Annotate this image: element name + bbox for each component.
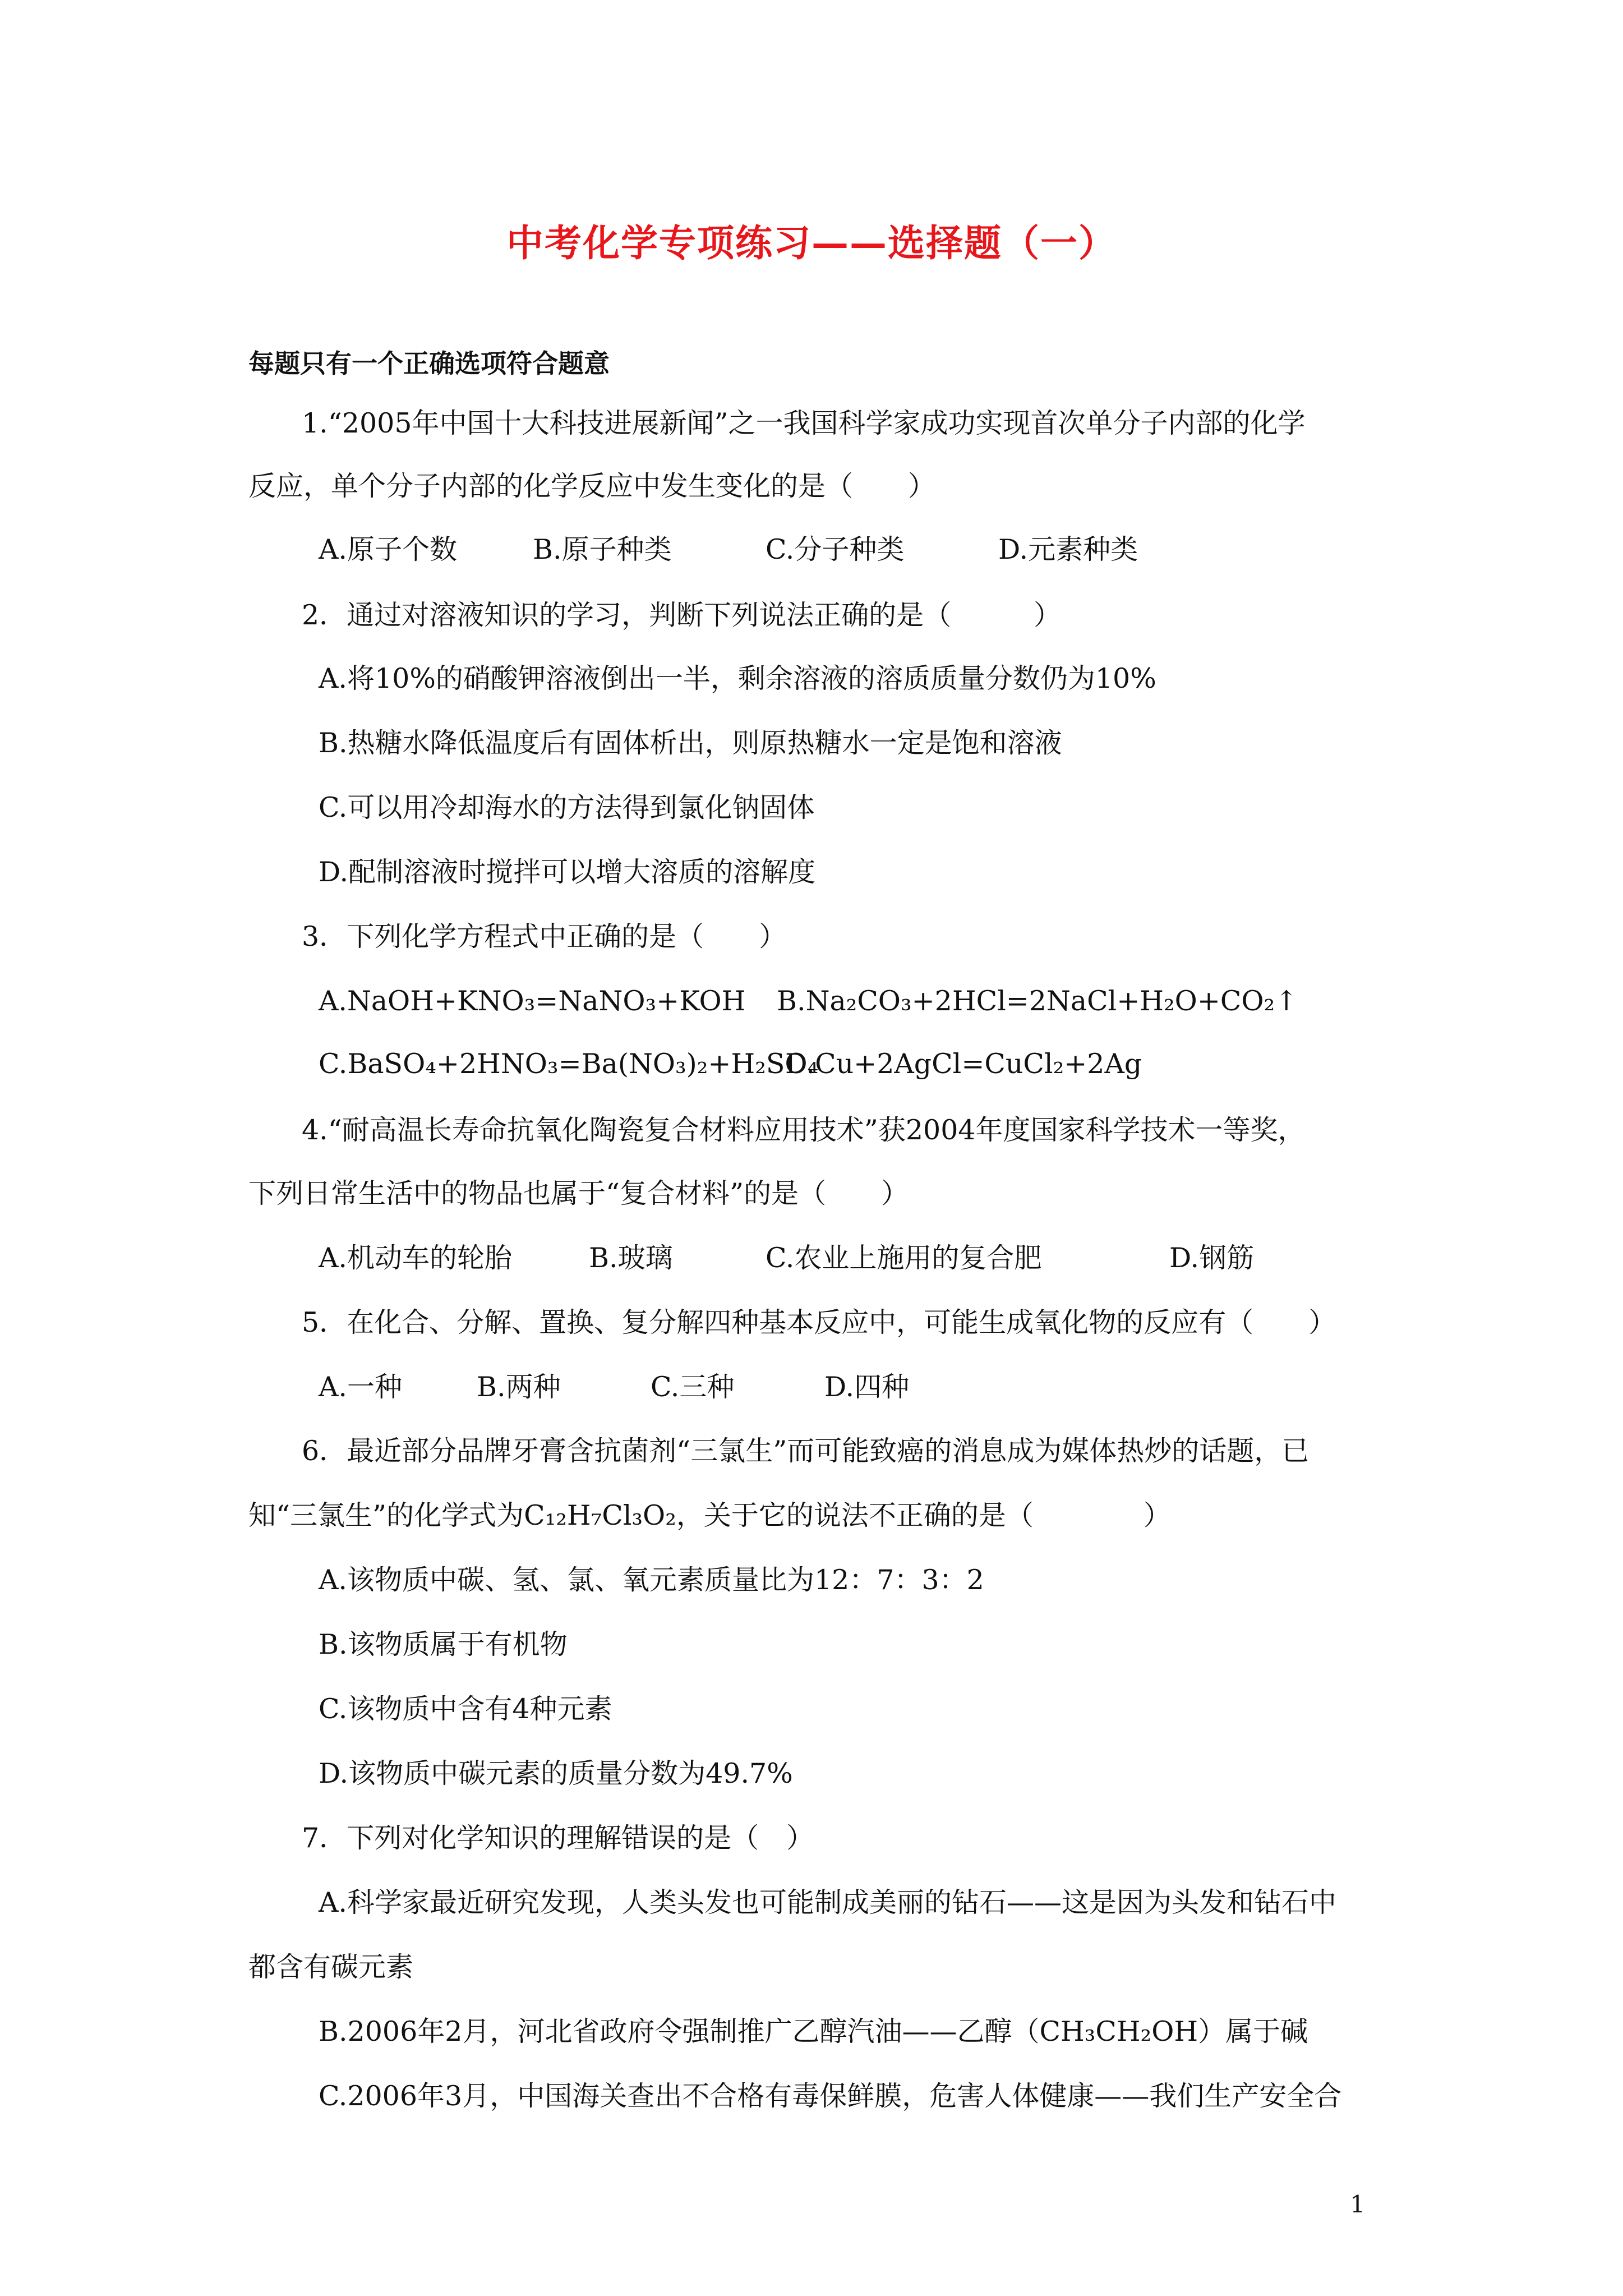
- option-a: A.该物质中碳、氢、氯、氧元素质量比为12：7：3：2: [319, 1564, 984, 1596]
- option-d: D.该物质中碳元素的质量分数为49.7%: [319, 1757, 793, 1789]
- option-a: A.NaOH+KNO₃=NaNO₃+KOH: [319, 985, 746, 1017]
- option-b: B.Na₂CO₃+2HCl=2NaCl+H₂O+CO₂↑: [777, 985, 1298, 1017]
- question-2-text: 2．通过对溶液知识的学习，判断下列说法正确的是（ ）: [302, 599, 1062, 631]
- option-b: B.2006年2月，河北省政府令强制推广乙醇汽油——乙醇（CH₃CH₂OH）属于碱: [319, 2016, 1308, 2047]
- option-c: C.三种: [651, 1371, 735, 1403]
- option-b: B.玻璃: [589, 1242, 673, 1274]
- option-c: C.2006年3月，中国海关查出不合格有毒保鲜膜，危害人体健康——我们生产安全合: [319, 2080, 1342, 2112]
- question-1-text: 1.“2005年中国十大科技进展新闻”之一我国科学家成功实现首次单分子内部的化学: [302, 407, 1306, 439]
- question-6-text: 6．最近部分品牌牙膏含抗菌剂“三氯生”而可能致癌的消息成为媒体热炒的话题，已: [302, 1435, 1310, 1467]
- question-4-text: 4.“耐高温长寿命抗氧化陶瓷复合材料应用技术”获2004年度国家科学技术一等奖，: [302, 1114, 1306, 1146]
- question-5-text: 5．在化合、分解、置换、复分解四种基本反应中，可能生成氧化物的反应有（ ）: [302, 1306, 1336, 1338]
- page-title: 中考化学专项练习——选择题（一）: [506, 221, 1117, 265]
- option-d: D.配制溶液时搅拌可以增大溶质的溶解度: [319, 856, 816, 888]
- option-a: A.原子个数: [319, 533, 457, 565]
- option-d: D.元素种类: [998, 533, 1138, 565]
- question-3-text: 3．下列化学方程式中正确的是（ ）: [302, 921, 787, 953]
- instruction-text: 每题只有一个正确选项符合题意: [248, 348, 610, 379]
- option-a-cont: 都含有碳元素: [248, 1951, 414, 1983]
- option-c: C.BaSO₄+2HNO₃=Ba(NO₃)₂+H₂SO₄: [319, 1048, 819, 1080]
- option-c: C.分子种类: [766, 533, 905, 565]
- option-b: B.热糖水降低温度后有固体析出，则原热糖水一定是饱和溶液: [319, 727, 1062, 759]
- option-a: A.一种: [319, 1371, 402, 1403]
- option-c: C.该物质中含有4种元素: [319, 1693, 612, 1725]
- option-c: C.农业上施用的复合肥: [766, 1242, 1042, 1274]
- option-c: C.可以用冷却海水的方法得到氯化钠固体: [319, 792, 815, 823]
- option-d: D.钢筋: [1169, 1242, 1255, 1274]
- option-a: A.机动车的轮胎: [319, 1242, 512, 1274]
- option-b: B.两种: [477, 1371, 561, 1403]
- option-a: A.科学家最近研究发现，人类头发也可能制成美丽的钻石——这是因为头发和钻石中: [319, 1887, 1336, 1918]
- option-d: D.Cu+2AgCl=CuCl₂+2Ag: [785, 1048, 1142, 1080]
- option-b: B.该物质属于有机物: [319, 1628, 568, 1660]
- question-4-text-cont: 下列日常生活中的物品也属于“复合材料”的是（ ）: [248, 1177, 909, 1209]
- option-b: B.原子种类: [533, 533, 672, 565]
- question-1-text-cont: 反应，单个分子内部的化学反应中发生变化的是（ ）: [248, 470, 936, 502]
- option-a: A.将10%的硝酸钾溶液倒出一半，剩余溶液的溶质质量分数仍为10%: [319, 662, 1156, 694]
- question-6-text-cont: 知“三氯生”的化学式为C₁₂H₇Cl₃O₂，关于它的说法不正确的是（ ）: [248, 1499, 1171, 1531]
- page-number: 1: [1350, 2191, 1365, 2218]
- option-d: D.四种: [824, 1371, 910, 1403]
- question-7-text: 7．下列对化学知识的理解错误的是（ ）: [302, 1822, 814, 1854]
